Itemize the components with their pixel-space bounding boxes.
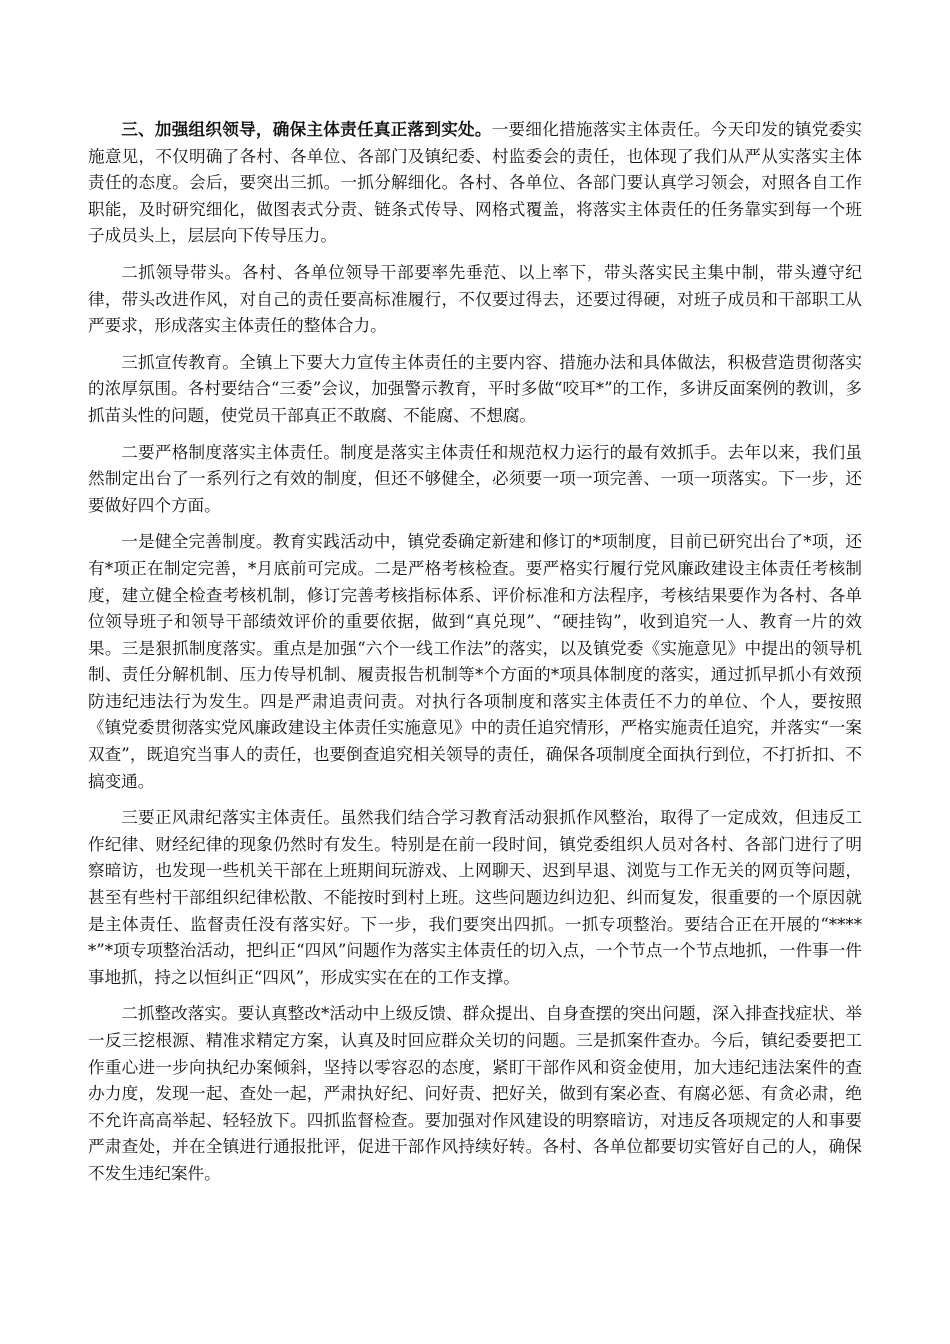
paragraph-text: 一要细化措施落实主体责任。今天印发的镇党委实施意见，不仅明确了各村、各单位、各部门及镇纪委、村监委会的责任，也体现了我们从严从实落实主体责任的态度。会后，要突出三抓。一抓分解细化。各村、各单位、各部门要认真学习领会，对照各自工作职能，及时研究细化，做图表式分责、链条式传导、网格式覆盖，将落实主体责任的任务靠实到每一个班子成员头上，层层向下传导压力。 bbox=[88, 120, 862, 246]
paragraph-section-three bbox=[88, 116, 862, 250]
paragraph-strict-system bbox=[88, 440, 862, 520]
paragraph-text: 一是健全完善制度。教育实践活动中，镇党委确定新建和修订的*项制度，目前已研究出台了*项，还有*项正在制定完善，*月底前可完成。二是严格考核检查。要严格实行履行党风廉政建设主体责任考核制度，建立健全检查考核机制，修订完善考核指标体系、评价标准和方法程序，考核结果要作为各村、各单位领导班子和领导干部绩效评价的重要依据，做到“真兑现”、“硬挂钩”，收到追究一人、教育一片的效果。三是狠抓制度落实。重点是加强“六个一线工作法”的落实，以及镇党委《实施意见》中提出的领导机制、责任分解机制、压力传导机制、履责报告机制等*个方面的*项具体制度的落实，通过抓早抓小有效预防违纪违法行为发生。四是严肃追责问责。对执行各项制度和落实主体责任不力的单位、个人，要按照《镇党委贯彻落实党风廉政建设主体责任实施意见》中的责任追究情形，严格实施责任追究，并落实“一案双查”，既追究当事人的责任，也要倒查追究相关领导的责任，确保各项制度全面执行到位，不打折扣、不搞变通。 bbox=[88, 532, 862, 791]
paragraph-four-aspects bbox=[88, 529, 862, 795]
paragraph-text: 二抓领导带头。各村、各单位领导干部要率先垂范、以上率下，带头落实民主集中制，带头遵守纪律，带头改进作风，对自己的责任要高标准履行，不仅要过得去，还要过得硬，对班子成员和干部职工从严要求，形成落实主体责任的整体合力。 bbox=[88, 262, 862, 336]
paragraph-discipline bbox=[88, 805, 862, 991]
paragraph-text: 二抓整改落实。要认真整改*活动中上级反馈、群众提出、自身查摆的突出问题，深入排查找症状、举一反三挖根源、精准求精定方案，认真及时回应群众关切的问题。三是抓案件查办。今后，镇纪委要把工作重心进一步向执纪办案倾斜，坚持以零容忍的态度，紧盯干部作风和资金使用，加大违纪违法案件的查办力度，发现一起、查处一起，严肃执好纪、问好责、把好关，做到有案必查、有腐必惩、有贪必肃，绝不允许高高举起、轻轻放下。四抓监督检查。要加强对作风建设的明察暗访，对违反各项规定的人和事要严肃查处，并在全镇进行通报批评，促进干部作风持续好转。各村、各单位都要切实管好自己的人，确保不发生违纪案件。 bbox=[88, 1004, 862, 1183]
paragraph-publicity-education bbox=[88, 350, 862, 430]
paragraph-rectification bbox=[88, 1001, 862, 1187]
paragraph-text: 三要正风肃纪落实主体责任。虽然我们结合学习教育活动狠抓作风整治，取得了一定成效，但违反工作纪律、财经纪律的现象仍然时有发生。特别是在前一段时间，镇党委组织人员对各村、各部门进行了明察暗访，也发现一些机关干部在上班期间玩游戏、上网聊天、迟到早退、浏览与工作无关的网页等问题，甚至有些村干部组织纪律松散、不能按时到村上班。这些问题边纠边犯、纠而复发，很重要的一个原因就是主体责任、监督责任没有落实好。下一步，我们要突出四抓。一抓专项整治。要结合正在开展的“*****”*项专项整治活动，把纠正“四风”问题作为落实主体责任的切入点，一个节点一个节点地抓，一件事一件事地抓，持之以恒纠正“四风”，形成实实在在的工作支撑。 bbox=[88, 808, 862, 987]
section-heading: 三、加强组织领导，确保主体责任真正落到实处。 bbox=[121, 119, 492, 139]
paragraph-leaders-lead bbox=[88, 260, 862, 340]
paragraph-text: 二要严格制度落实主体责任。制度是落实主体责任和规范权力运行的最有效抓手。去年以来，我们虽然制定出台了一系列行之有效的制度，但还不够健全，必须要一项一项完善、一项一项落实。下一步，还要做好四个方面。 bbox=[88, 442, 862, 515]
paragraph-text: 三抓宣传教育。全镇上下要大力宣传主体责任的主要内容、措施办法和具体做法，积极营造贯彻落实的浓厚氛围。各村要结合“三委”会议，加强警示教育，平时多做“咬耳*”的工作，多讲反面案例的教训，多抓苗头性的问题，使党员干部真正不敢腐、不能腐、不想腐。 bbox=[88, 352, 862, 425]
